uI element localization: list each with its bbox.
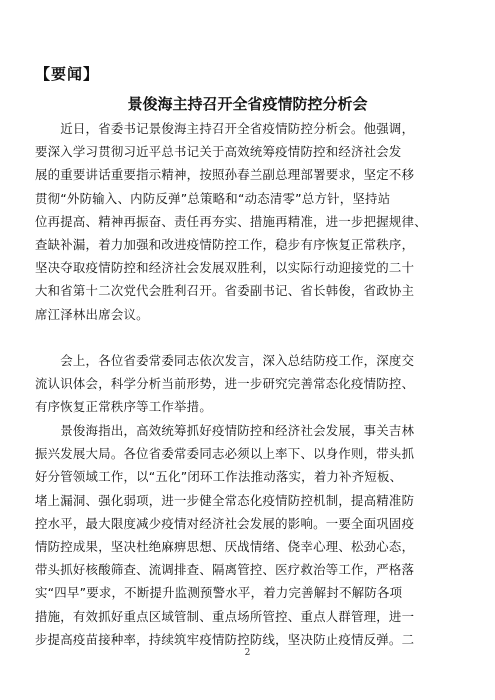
paragraph-line: 流认识体会，科学分析当前形势，进一步研究完善常态化疫情防控、 xyxy=(35,376,415,392)
article-title: 景俊海主持召开全省疫情防控分析会 xyxy=(127,95,368,113)
paragraph-line: 措施，有效抓好重点区域管制、重点场所管控、重点人群管理，进一 xyxy=(35,608,415,624)
paragraph-line: 坚决夺取疫情防控和经济社会发展双胜利，以实际行动迎接党的二十 xyxy=(35,260,415,276)
page-number: 2 xyxy=(244,648,251,658)
section-tag: 【要闻】 xyxy=(35,65,100,83)
article-paragraph-1 xyxy=(35,117,465,326)
paragraph-line: 大和省第十二次党代会胜利召开。省委副书记、省长韩俊，省政协主 xyxy=(35,283,415,299)
paragraph-line: 实“四早”要求，不断提升监测预警水平，着力完善解封不解防各项 xyxy=(35,585,403,601)
paragraph-line: 步提高疫苗接种率，持续筑牢疫情防控防线，坚决防止疫情反弹。二 xyxy=(35,631,415,647)
paragraph-line: 席江泽林出席会议。 xyxy=(35,306,149,322)
paragraph-line: 控水平，最大限度减少疫情对经济社会发展的影响。一要全面巩固疫 xyxy=(35,515,415,531)
paragraph-line: 展的重要讲话重要指示精神，按照孙春兰副总理部署要求，坚定不移 xyxy=(35,167,415,183)
paragraph-line: 景俊海指出，高效统筹抓好疫情防控和经济社会发展，事关吉林 xyxy=(35,423,415,438)
paragraph-line: 近日，省委书记景俊海主持召开全省疫情防控分析会。他强调， xyxy=(35,121,415,136)
article-paragraph-3 xyxy=(35,419,465,651)
paragraph-line: 会上，各位省委常委同志依次发言，深入总结防疫工作，深度交 xyxy=(35,353,415,368)
paragraph-line: 位再提高、精神再振奋、责任再夯实、措施再精准，进一步把握规律、 xyxy=(35,213,427,229)
paragraph-line: 查缺补漏，着力加强和改进疫情防控工作，稳步有序恢复正常秩序， xyxy=(35,236,415,252)
article-paragraph-2 xyxy=(35,349,465,419)
paragraph-line: 振兴发展大局。各位省委常委同志必须以上率下、以身作则，带头抓 xyxy=(35,446,415,462)
paragraph-line: 要深入学习贯彻习近平总书记关于高效统筹疫情防控和经济社会发 xyxy=(35,144,402,160)
paragraph-line: 堵上漏洞、强化弱项，进一步健全常态化疫情防控机制，提高精准防 xyxy=(35,492,415,508)
paragraph-line: 有序恢复正常秩序等工作举措。 xyxy=(35,399,212,415)
paragraph-line: 带头抓好核酸筛查、流调排查、隔离管控、医疗救治等工作，严格落 xyxy=(35,562,415,578)
paragraph-line: 好分管领域工作，以“五化”闭环工作法推动落实，着力补齐短板、 xyxy=(35,469,403,485)
paragraph-line: 情防控成果，坚决杜绝麻痹思想、厌战情绪、侥幸心理、松劲心态， xyxy=(35,538,415,554)
paragraph-line: 贯彻“外防输入、内防反弹”总策略和“动态清零”总方针，坚持站 xyxy=(35,190,391,206)
